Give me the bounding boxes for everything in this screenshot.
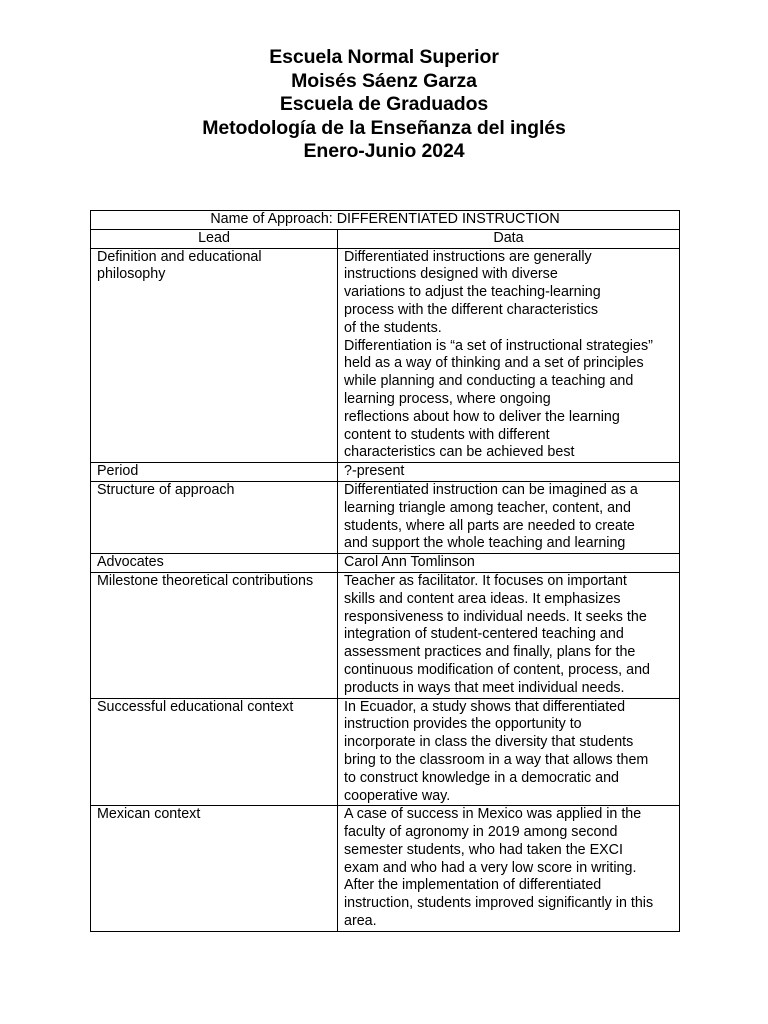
data-line: and support the whole teaching and learning: [344, 535, 626, 552]
table-row: [91, 698, 680, 806]
table-row: [91, 554, 680, 573]
table-row: [91, 806, 680, 932]
row-lead-cell: Milestone theoretical contributions: [91, 572, 338, 698]
header-term: Enero-Junio 2024: [303, 140, 465, 162]
data-line: of the students.: [344, 319, 442, 336]
table-row: [91, 572, 680, 698]
row-lead-cell: Period: [91, 463, 338, 482]
data-line: held as a way of thinking and a set of principles: [344, 355, 644, 372]
column-header-data: Data: [338, 229, 680, 248]
row-lead-cell: Structure of approach: [91, 481, 338, 553]
data-line: ?-present: [344, 463, 405, 480]
data-line: After the implementation of differentiated: [344, 877, 602, 894]
header-course: Metodología de la Enseñanza del inglés: [202, 116, 566, 139]
data-line: instruction, students improved significantly in this: [344, 895, 654, 912]
data-line: Carol Ann Tomlinson: [344, 554, 475, 571]
data-line: students, where all parts are needed to create: [344, 517, 635, 534]
row-lead-cell: Advocates: [91, 554, 338, 573]
data-line: area.: [344, 913, 377, 930]
data-line: learning process, where ongoing: [344, 390, 551, 407]
row-lead-cell: Mexican context: [91, 806, 338, 932]
data-line: characteristics can be achieved best: [344, 444, 575, 461]
header-school: Escuela Normal Superior: [269, 46, 499, 68]
data-line: bring to the classroom in a way that allows them: [344, 751, 649, 768]
table-title-row: [91, 211, 680, 230]
data-line: instructions designed with diverse: [344, 266, 558, 283]
data-line: Differentiated instruction can be imagined as a: [344, 481, 638, 498]
header-graduate-school: Escuela de Graduados: [279, 93, 489, 115]
data-line: products in ways that meet individual needs.: [344, 679, 625, 696]
table-row: [91, 248, 680, 463]
row-data-cell: [338, 698, 680, 806]
data-line: process with the different characteristics: [344, 301, 599, 318]
data-line: content to students with different: [344, 426, 550, 443]
table-row: [91, 463, 680, 482]
data-line: faculty of agronomy in 2019 among second: [344, 824, 618, 841]
data-line: incorporate in class the diversity that students: [344, 734, 634, 751]
data-line: reflections about how to deliver the learning: [344, 408, 620, 425]
data-line: learning triangle among teacher, content, and: [344, 499, 631, 516]
document-header: [0, 46, 768, 164]
header-school-name: Moisés Sáenz Garza: [291, 69, 477, 92]
data-line: integration of student-centered teaching and: [344, 626, 624, 643]
data-line: Differentiation is “a set of instructional strategies”: [344, 337, 653, 354]
data-line: responsiveness to individual needs. It seeks the: [344, 608, 647, 625]
data-line: A case of success in Mexico was applied in the: [344, 806, 642, 823]
data-line: variations to adjust the teaching-learning: [344, 284, 601, 301]
data-line: to construct knowledge in a democratic and: [344, 769, 619, 786]
table-header-row: [91, 229, 680, 248]
row-data-cell: [338, 806, 680, 932]
data-line: continuous modification of content, process, and: [344, 661, 650, 678]
data-line: Teacher as facilitator. It focuses on important: [344, 572, 627, 589]
data-line: instruction provides the opportunity to: [344, 716, 582, 733]
data-line: assessment practices and finally, plans for the: [344, 644, 636, 661]
approach-table: [90, 210, 680, 932]
table-title: Name of Approach: DIFFERENTIATED INSTRUCTION: [91, 211, 680, 230]
table-row: [91, 481, 680, 553]
data-line: Differentiated instructions are generally: [344, 248, 592, 265]
data-line: In Ecuador, a study shows that differentiated: [344, 698, 626, 715]
column-header-lead: Lead: [91, 229, 338, 248]
row-data-cell: [338, 248, 680, 463]
row-data-cell: [338, 572, 680, 698]
row-data-cell: [338, 463, 680, 482]
row-lead-cell: Successful educational context: [91, 698, 338, 806]
row-data-cell: [338, 481, 680, 553]
data-line: skills and content area ideas. It emphasizes: [344, 590, 621, 607]
data-line: cooperative way.: [344, 787, 451, 804]
data-line: semester students, who had taken the EXCI: [344, 841, 623, 858]
data-line: exam and who had a very low score in writing.: [344, 859, 637, 876]
row-data-cell: [338, 554, 680, 573]
row-lead-cell: Definition and educational philosophy: [91, 248, 338, 463]
data-line: while planning and conducting a teaching and: [344, 373, 634, 390]
